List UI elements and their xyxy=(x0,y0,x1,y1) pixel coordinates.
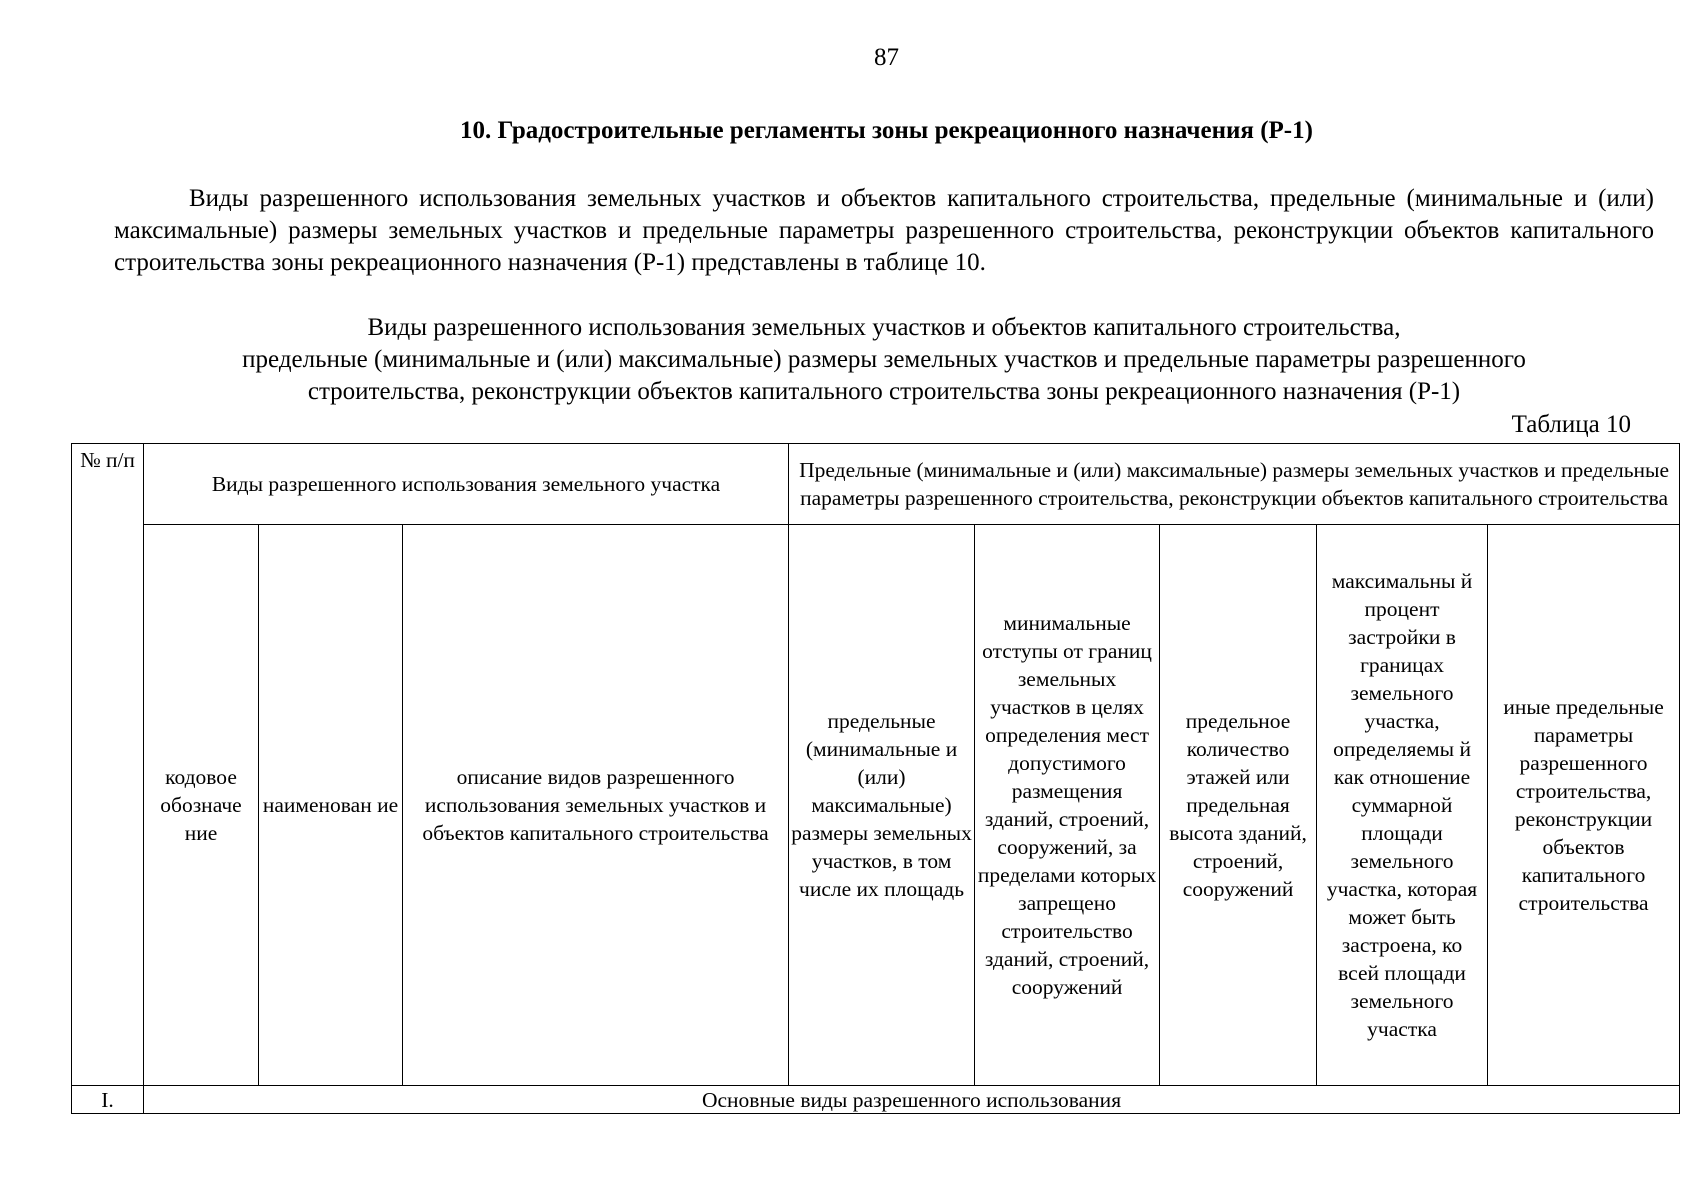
table-subheader-row xyxy=(72,525,1680,1086)
table-section-row xyxy=(72,1086,1680,1114)
intro-paragraph: Виды разрешенного использования земельных участков и объектов капитального строительства, предельные (минимальные и (или) максимальные) размеры земельных участков и предельные параметры разрешенного строительства, реконструкции объектов капитального строительства зоны рекреационного назначения (Р-1) представлены в таблице 10. xyxy=(114,185,1654,276)
header-plot-size: предельные (минимальные и (или) максимальные) размеры земельных участков, в том числе их площадь xyxy=(789,525,975,1086)
header-coverage: максимальны й процент застройки в границах земельного участка, определяемы й как отношение суммарной площади земельного участка, которая может быть застроена, ко всей площади земельного участка xyxy=(1317,525,1488,1086)
header-floors: предельное количество этажей или предельная высота зданий, строений, сооружений xyxy=(1160,525,1317,1086)
header-other-params: иные предельные параметры разрешенного строительства, реконструкции объектов капитального строительства xyxy=(1488,525,1680,1086)
header-setbacks: минимальные отступы от границ земельных участков в целях определения мест допустимого размещения зданий, строений, сооружений, за пределами которых запрещено строительство зданий, строений, сооружений xyxy=(975,525,1160,1086)
table-caption-line: предельные (минимальные и (или) максимальные) размеры земельных участков и предельные параметры разрешенного xyxy=(242,346,1526,373)
header-name: наименован ие xyxy=(259,525,403,1086)
section-title: 10. Градостроительные регламенты зоны рекреационного назначения (Р-1) xyxy=(460,117,1313,144)
section-number: I. xyxy=(72,1086,144,1114)
header-code: кодовое обозначе ние xyxy=(144,525,259,1086)
table-header-row xyxy=(72,444,1680,525)
table-caption-line: Виды разрешенного использования земельных участков и объектов капитального строительства, xyxy=(367,314,1401,341)
header-group-use-types: Виды разрешенного использования земельного участка xyxy=(144,444,789,525)
page-number: 87 xyxy=(874,44,899,71)
header-group-limits: Предельные (минимальные и (или) максимальные) размеры земельных участков и предельные параметры разрешенного строительства, реконструкции объектов капитального строительства xyxy=(789,444,1680,525)
table-caption-line: строительства, реконструкции объектов капитального строительства зоны рекреационного назначения (Р-1) xyxy=(307,378,1461,405)
table-caption xyxy=(114,312,1654,408)
section-label: Основные виды разрешенного использования xyxy=(144,1086,1680,1114)
header-row-number: № п/п xyxy=(72,444,144,1086)
header-description: описание видов разрешенного использования земельных участков и объектов капитального строительства xyxy=(403,525,789,1086)
regulations-table xyxy=(71,443,1680,1114)
table-label: Таблица 10 xyxy=(1511,411,1631,438)
